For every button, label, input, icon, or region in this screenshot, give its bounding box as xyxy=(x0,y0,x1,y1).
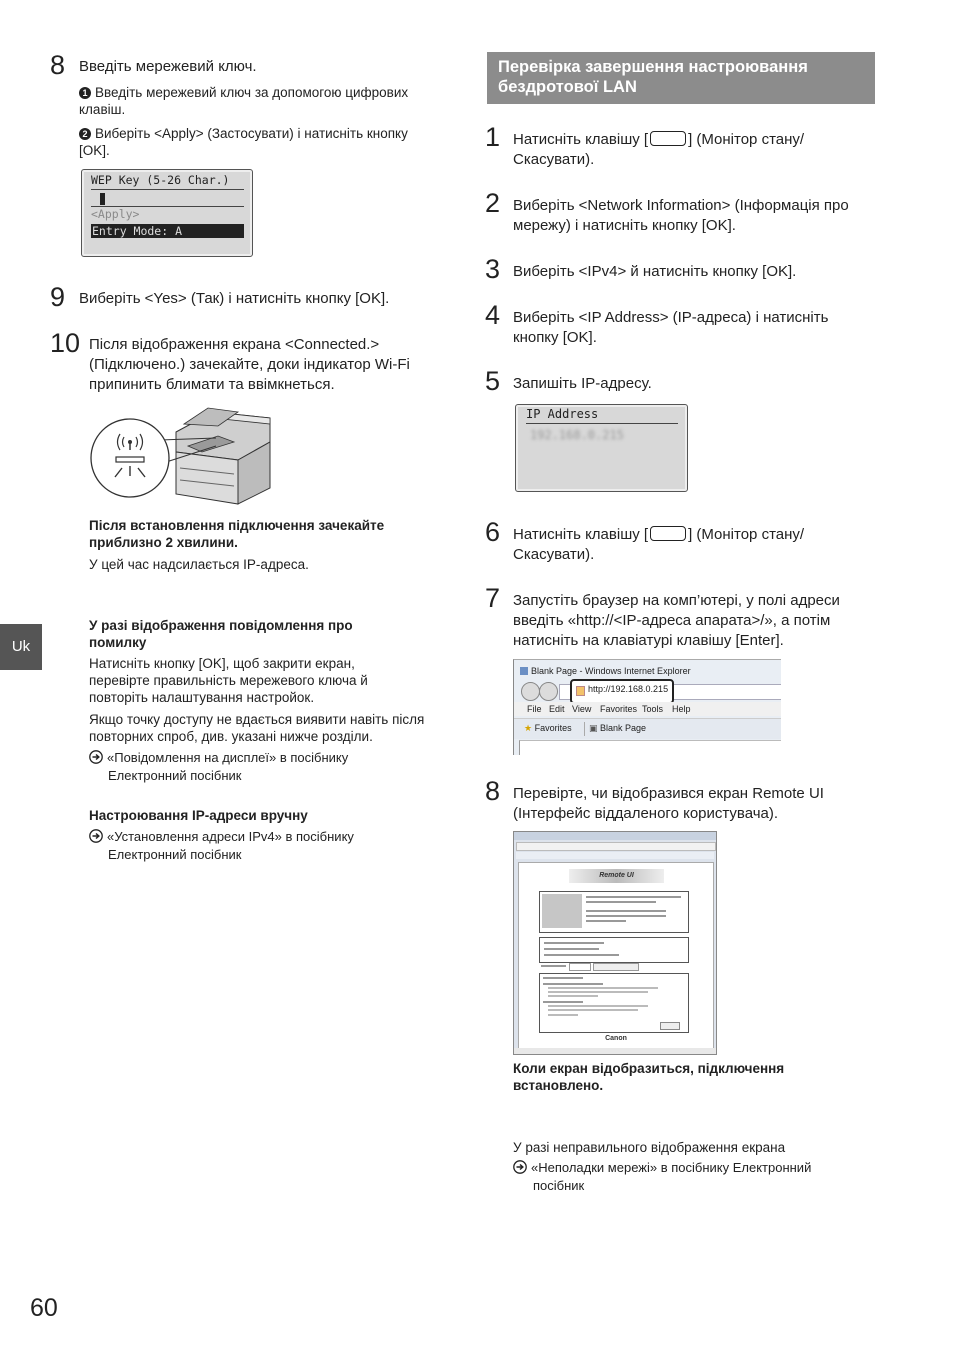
step-text: Запустіть браузер на комп’ютері, у полі адреси введіть «http://<IP-адреса апарата>/», а потім натисніть на клавіатурі клавішу [Enter]. xyxy=(513,592,840,649)
step-text: Виберіть <Yes> (Так) і натисніть кнопку [OK]. xyxy=(79,290,390,307)
step-text-part: Скасувати). xyxy=(513,546,595,563)
reference-text: Електронний посібник xyxy=(108,768,242,783)
arrow-right-icon xyxy=(513,1160,527,1174)
arrow-right-icon xyxy=(89,829,103,843)
lcd-line-highlight: Entry Mode: A xyxy=(91,224,244,238)
browser-tab[interactable] xyxy=(589,723,646,734)
step-number: 3 xyxy=(485,254,501,284)
lcd-line: <Apply> xyxy=(91,207,140,221)
favorites-bar xyxy=(514,718,781,739)
sub-step-number: 1 xyxy=(79,87,91,99)
step-number: 7 xyxy=(485,583,501,613)
menu-file[interactable]: File xyxy=(527,704,542,714)
step-number: 8 xyxy=(50,50,66,80)
cursor xyxy=(100,193,105,205)
device-image xyxy=(542,894,582,928)
step-text: Запишіть IP-адресу. xyxy=(513,375,652,392)
step-text: Виберіть <Network Information> (Інформація про мережу) і натисніть кнопку [OK]. xyxy=(513,197,849,234)
reference xyxy=(89,749,449,766)
paragraph: Якщо точку доступу не вдається виявити навіть після повторних спроб, див. указані нижче розділи. xyxy=(89,712,425,744)
step-number: 6 xyxy=(485,517,501,547)
step-text: Після відображення екрана <Connected.> (Підключено.) зачекайте, доки індикатор Wi-Fi припинить блимати та ввімкнеться. xyxy=(89,336,410,393)
back-button[interactable] xyxy=(521,682,540,701)
sub-step-text: Виберіть <Apply> (Застосувати) і натисніть кнопку [OK]. xyxy=(79,126,408,158)
device-info-box xyxy=(539,891,689,933)
lcd-line: IP Address xyxy=(526,407,599,421)
address-text: http://192.168.0.215 xyxy=(588,684,669,694)
browser-content xyxy=(519,740,781,755)
step-number: 4 xyxy=(485,300,501,330)
menu-edit[interactable]: Edit xyxy=(549,704,565,714)
remote-ui-logo: Remote UI xyxy=(569,869,664,883)
language-tab: Uk xyxy=(0,624,42,670)
login-button[interactable] xyxy=(660,1022,680,1030)
remote-ui-page xyxy=(518,862,714,1050)
section-title: Настроювання IP-адреси вручну xyxy=(89,808,308,823)
arrow-right-icon xyxy=(89,750,103,764)
star-icon: ★ xyxy=(524,723,533,733)
reference xyxy=(513,1159,875,1176)
note-text: У цей час надсилається IP-адреса. xyxy=(89,557,309,572)
browser-screenshot xyxy=(513,659,781,755)
status-box xyxy=(539,937,689,963)
step-text: Введіть мережевий ключ. xyxy=(79,58,257,75)
menu-favorites[interactable]: Favorites xyxy=(600,704,638,714)
step-text xyxy=(513,130,873,170)
step-text: Виберіть <IPv4> й натисніть кнопку [OK]. xyxy=(513,263,797,280)
page-number: 60 xyxy=(30,1294,58,1322)
lcd-display xyxy=(515,404,688,492)
reference-text: «Повідомлення на дисплеї» в посібнику xyxy=(107,750,349,765)
sub-step xyxy=(79,84,449,118)
step-number: 9 xyxy=(50,282,66,312)
menu-view[interactable]: View xyxy=(572,704,592,714)
step-number: 5 xyxy=(485,366,501,396)
note-text: У разі неправильного відображення екрана xyxy=(513,1140,786,1155)
status-monitor-key-icon xyxy=(650,526,686,541)
login-box xyxy=(539,973,689,1033)
step-text-part: Скасувати). xyxy=(513,151,595,168)
step-number: 8 xyxy=(485,776,501,806)
sub-step-number: 2 xyxy=(79,128,91,140)
menu-help[interactable]: Help xyxy=(672,704,691,714)
canon-logo: Canon xyxy=(605,1035,627,1042)
step-number: 10 xyxy=(50,328,81,358)
section-header: Перевірка завершення настроювання бездротової LAN xyxy=(487,52,875,104)
step-text-part: ] (Монітор стану/ xyxy=(688,526,805,543)
browser-title xyxy=(520,666,691,676)
page-icon xyxy=(576,686,585,696)
paragraph: Натисніть кнопку [OK], щоб закрити екран, перевірте правильність мережевого ключа й повторіть налаштування настройок. xyxy=(89,656,368,705)
step-text: Виберіть <IP Address> (IP-адреса) і натисніть кнопку [OK]. xyxy=(513,309,829,346)
step-text-part: ] (Монітор стану/ xyxy=(688,131,805,148)
browser-title-text: Blank Page - Windows Internet Explorer xyxy=(531,666,691,676)
step-text-part: Натисніть клавішу [ xyxy=(513,131,649,148)
address-highlight xyxy=(570,679,674,704)
menu-tools[interactable]: Tools xyxy=(642,704,664,714)
favorites-button[interactable] xyxy=(524,723,572,734)
step-text: Перевірте, чи відобразився екран Remote UI (Інтерфейс віддаленого користувача). xyxy=(513,785,824,822)
menu-bar xyxy=(514,702,781,716)
page-icon: ▣ xyxy=(589,723,598,733)
browser-tab-label: Blank Page xyxy=(600,723,647,733)
lcd-line: WEP Key (5-26 Char.) xyxy=(91,173,230,187)
status-monitor-key-icon xyxy=(650,131,686,146)
sub-step-text: Введіть мережевий ключ за допомогою цифрових клавіш. xyxy=(79,85,409,117)
ip-address-value: 192.168.0.215 xyxy=(530,428,624,442)
reference-text: «Неполадки мережі» в посібнику Електронний xyxy=(531,1160,812,1175)
reference-text: посібник xyxy=(533,1178,585,1193)
printer-wifi-illustration xyxy=(88,402,278,510)
step-number: 1 xyxy=(485,122,501,152)
lcd-display xyxy=(81,169,253,257)
reference xyxy=(89,828,449,845)
favorites-label: Favorites xyxy=(534,723,572,733)
section-title: У разі відображення повідомлення про помилку xyxy=(89,618,353,650)
reference-text: Електронний посібник xyxy=(108,847,242,862)
sub-step xyxy=(79,125,409,159)
caption-bold: Коли екран відобразиться, підключення встановлено. xyxy=(513,1061,785,1093)
note-bold: Після встановлення підключення зачекайте приблизно 2 хвилини. xyxy=(89,518,385,550)
step-number: 2 xyxy=(485,188,501,218)
step-text-part: Натисніть клавішу [ xyxy=(513,526,649,543)
reference-text: «Установлення адреси IPv4» в посібнику xyxy=(107,829,354,844)
remote-ui-screenshot xyxy=(513,831,717,1055)
forward-button[interactable] xyxy=(539,682,558,701)
step-text xyxy=(513,525,873,565)
